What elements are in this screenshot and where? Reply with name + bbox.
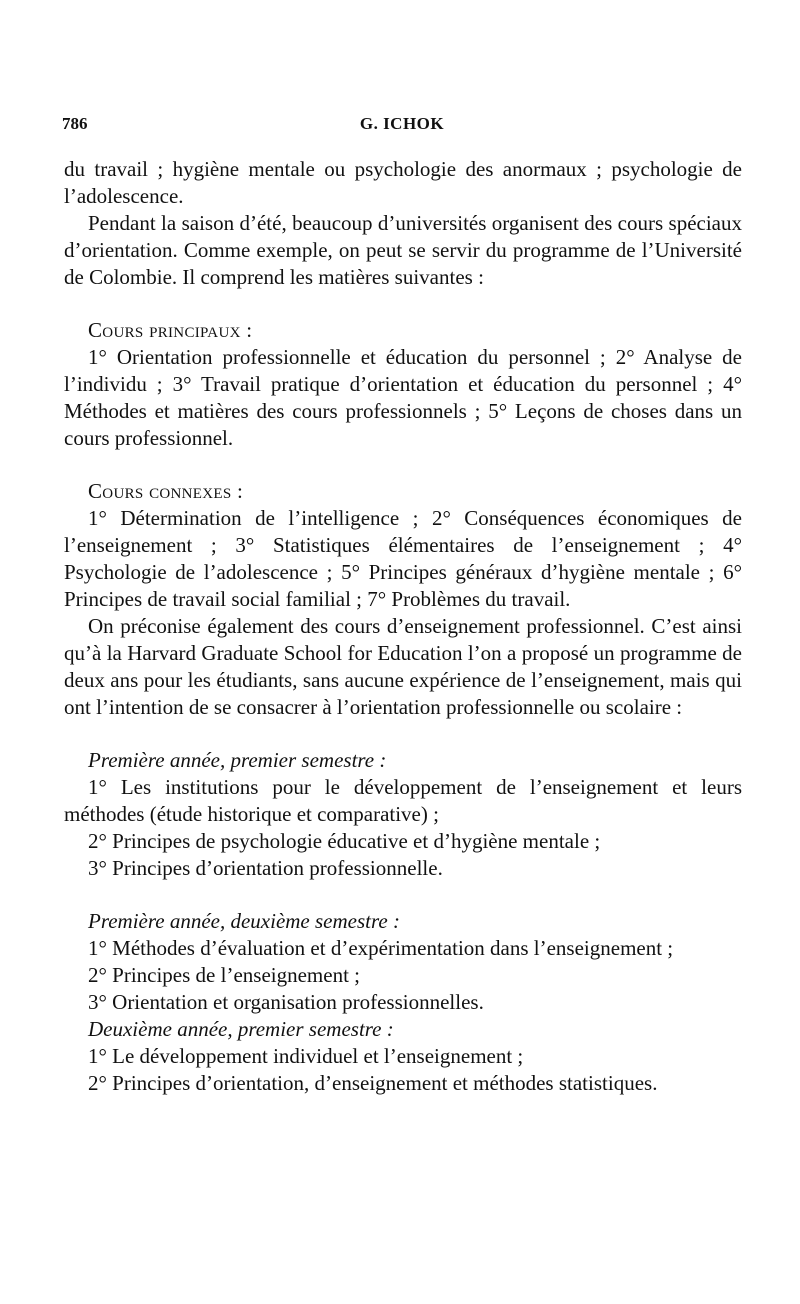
list-item: 3° Principes d’orientation professionnelle. [88,856,443,880]
list-item: 1° Le développement individuel et l’enseignement ; [88,1044,524,1068]
section-text-connexes: 1° Détermination de l’intelligence ; 2° Conséquences économiques de l’enseignement ; 3° Statistiques élémentaires de l’enseignement ; 4° Psychologie de l’adolescence ; 5° Principes généraux d’hygiène mentale ; 6° Principes de travail social familial ; 7° Problèmes du travail. [64,506,742,611]
list-item: 3° Orientation et organisation professionnelles. [88,990,484,1014]
subheading-year1-sem1: Première année, premier semestre : [88,748,387,772]
paragraph-summer-courses: Pendant la saison d’été, beaucoup d’universités organisent des cours spéciaux d’orientation. Comme exemple, on peut se servir du programme de l’Université de Colombie. Il comprend les matières suivantes : [64,211,742,289]
section-heading-connexes: Cours connexes : [88,479,244,503]
section-text-principaux: 1° Orientation professionnelle et éducation du personnel ; 2° Analyse de l’individu ; 3° Travail pratique d’orientation et éducation du personnel ; 4° Méthodes et matières des cours professionnels ; 5° Leçons de choses dans un cours professionnel. [64,345,742,450]
page-number: 786 [62,114,88,133]
paragraph-harvard: On préconise également des cours d’enseignement professionnel. C’est ainsi qu’à la Harvard Graduate School for Education l’on a proposé un programme de deux ans pour les étudiants, sans aucune expérience de l’enseignement, mais qui ont l’intention de se consacrer à l’orientation professionnelle ou scolaire : [64,614,742,719]
spacer [64,291,742,317]
list-item: 2° Principes d’orientation, d’enseignement et méthodes statistiques. [88,1071,658,1095]
list-item: 1° Méthodes d’évaluation et d’expérimentation dans l’enseignement ; [88,936,674,960]
paragraph-continuation: du travail ; hygiène mentale ou psychologie des anormaux ; psychologie de l’adolescence. [64,157,742,208]
list-item: 1° Les institutions pour le développement de l’enseignement et leurs méthodes (étude historique et comparative) ; [64,775,742,826]
subheading-year2-sem1: Deuxième année, premier semestre : [88,1017,394,1041]
section-heading-principaux: Cours principaux : [88,318,253,342]
running-head: G. ICHOK [359,114,445,133]
page-header [62,114,742,142]
page-body [64,156,742,1097]
spacer [64,452,742,478]
spacer [64,721,742,747]
spacer [64,882,742,908]
list-item: 2° Principes de psychologie éducative et d’hygiène mentale ; [88,829,601,853]
list-item: 2° Principes de l’enseignement ; [88,963,360,987]
subheading-year1-sem2: Première année, deuxième semestre : [88,909,400,933]
